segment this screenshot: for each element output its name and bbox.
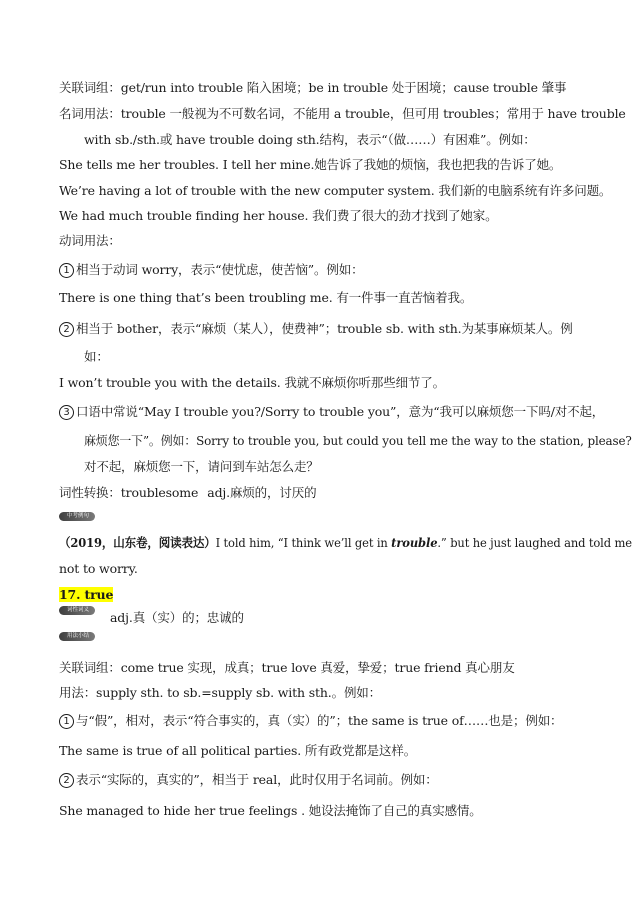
exam-example-sentence: [59, 535, 632, 551]
verb-usage-item: [59, 404, 604, 420]
conversion-label: 词性转换：troublesome: [59, 485, 199, 500]
entry-heading-text: 17. true: [59, 587, 114, 602]
usage-item: [59, 713, 562, 729]
verb-usage-heading: 动词用法：: [59, 233, 121, 248]
circled-number: 1: [59, 263, 74, 278]
verb-usage-text: 口语中常说“May I trouble you?/Sorry to trouble you”，意为“我可以麻烦您一下吗/对不起，: [76, 404, 605, 419]
example-sentence: She tells me her troubles. I tell her mine.她告诉了我她的烦恼，我也把我的告诉了她。: [59, 157, 562, 172]
usage-line: 用法：supply sth. to sb.=supply sb. with sth.。例如：: [59, 685, 381, 700]
example-sentence: We’re having a lot of trouble with the new computer system. 我们新的电脑系统有许多问题。: [59, 183, 612, 198]
verb-usage-item: [59, 321, 573, 337]
example-sentence: There is one thing that’s been troubling me. 有一件事一直苦恼着我。: [59, 290, 473, 305]
verb-usage-continued: 如：: [84, 349, 109, 364]
usage-text: 与“假”，相对，表示“符合事实的，真（实）的”；the same is true of……也是；例如：: [76, 713, 563, 728]
circled-number: 3: [59, 405, 74, 420]
conversion-definition: adj.麻烦的，讨厌的: [207, 485, 317, 500]
example-translation: 对不起，麻烦您一下，请问到车站怎么走？: [84, 459, 319, 474]
verb-usage-text: 相当于动词 worry，表示“使忧虑，使苦恼”。例如：: [76, 262, 364, 277]
usage-item: [59, 772, 438, 788]
verb-usage-text: 相当于 bother，表示“麻烦（某人），使费神”；trouble sb. with sth.为某事麻烦某人。例: [76, 321, 573, 336]
emphasized-word: trouble: [391, 535, 438, 550]
example-sentence: We had much trouble finding her house. 我们费了很大的劲才找到了她家。: [59, 208, 498, 223]
circled-number: 2: [59, 773, 74, 788]
pos-meaning-tag: 词性词义: [59, 606, 95, 615]
example-sentence: She managed to hide her true feelings . 她设法掩饰了自己的真实感情。: [59, 803, 482, 818]
exam-text: I told him, “I think we’ll get in: [215, 535, 392, 550]
verb-usage-item: [59, 262, 363, 278]
usage-text: 表示“实际的，真实的”，相当于 real，此时仅用于名词前。例如：: [76, 772, 438, 787]
definition: adj.真（实）的；忠诚的: [110, 610, 244, 625]
circled-number: 1: [59, 714, 74, 729]
usage-summary-tag: 用法小结: [59, 632, 95, 641]
example-sentence: I won’t trouble you with the details. 我就不麻烦你听那些细节了。: [59, 375, 445, 390]
noun-usage-continued: with sb./sth.或 have trouble doing sth.结构，表示“（做……）有困难”。例如：: [84, 132, 536, 147]
word-form-conversion: [59, 485, 316, 501]
noun-usage-line: 名词用法：trouble 一般视为不可数名词，不能用 a trouble，但可用 troubles；常用于 have trouble: [59, 106, 626, 121]
related-phrases-true: 关联词组：come true 实现，成真；true love 真爱，挚爱；true friend 真心朋友: [59, 660, 515, 675]
entry-heading: [59, 587, 113, 603]
exam-source: （2019，山东卷，阅读表达）: [59, 535, 216, 550]
exam-example-tag: 中考例句: [59, 512, 95, 521]
exam-text: .” but he just laughed and told me: [437, 535, 632, 550]
related-phrases-trouble: 关联词组：get/run into trouble 陷入困境；be in trouble 处于困境；cause trouble 肇事: [59, 80, 567, 95]
exam-example-continued: not to worry.: [59, 561, 138, 576]
example-sentence: The same is true of all political parties. 所有政党都是这样。: [59, 743, 417, 758]
circled-number: 2: [59, 322, 74, 337]
verb-usage-continued: 麻烦您一下”。例如：Sorry to trouble you, but could you tell me the way to the station, please?: [84, 433, 632, 448]
